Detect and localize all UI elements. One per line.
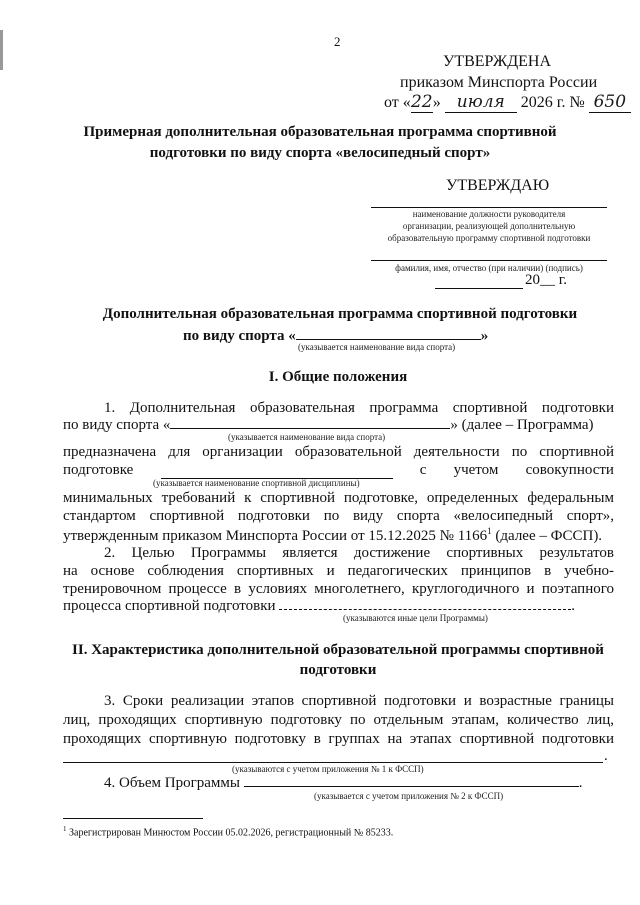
section1-heading: I. Общие положения <box>268 369 408 385</box>
p1-line5: минимальных требований к спортивной подготовке, определенных федеральным <box>63 490 614 506</box>
p4-end: . <box>578 775 583 791</box>
p3-line1: 3. Сроки реализации этапов спортивной подготовки и возрастные границы <box>104 693 614 709</box>
p1-l7-a: утвержденным приказом Минспорта России от 15.12.2025 № 1166 <box>63 528 488 544</box>
date-day: 22 <box>410 92 433 112</box>
page-number: 2 <box>334 34 341 49</box>
approval-order: приказом Минспорта России <box>400 74 598 91</box>
date-month: июля <box>445 92 517 113</box>
p1-word-2: Дополнительная <box>129 400 236 416</box>
p4-hint: (указывается с учетом приложения № 2 к ФССП) <box>314 791 504 801</box>
doc-title-line2: подготовки по виду спорта «велосипедный спорт» <box>149 145 491 161</box>
p1-l7-b: (далее – ФССП). <box>491 528 603 544</box>
date-blank-line <box>435 288 523 289</box>
date-prefix: от « <box>384 94 411 111</box>
p1-line3: предназначена для организации образовательной деятельности по спортивной <box>63 444 614 460</box>
p1-l4-a: подготовке <box>63 462 134 478</box>
footnote-text: Зарегистрирован Минюстом России 05.02.2026, регистрационный № 85233. <box>69 827 394 839</box>
footnote <box>63 825 393 838</box>
p1-l4-b: с <box>419 462 427 478</box>
p3-end: . <box>604 748 608 764</box>
date-year: 2026 г. № <box>520 94 585 111</box>
scan-edge-mark <box>0 30 3 70</box>
position-line <box>371 207 607 208</box>
approve-year: 20__ г. <box>525 272 567 288</box>
p1-word-5: спортивной <box>452 400 528 416</box>
p4-label: 4. Объем Программы <box>104 775 240 791</box>
footnote-mark: 1 <box>63 825 67 833</box>
name-hint: фамилия, имя, отчество (при наличии) (подпись) <box>395 263 583 273</box>
p4-line <box>104 774 582 792</box>
doc-title-line1: Примерная дополнительная образовательная программа спортивной <box>83 124 557 140</box>
program-title-suffix: » <box>480 328 489 344</box>
footnote-separator <box>63 818 203 819</box>
p1-num: 1. <box>104 400 116 416</box>
volume-blank <box>244 774 579 787</box>
p1-sport-blank <box>170 416 450 429</box>
p2-line2: на основе соблюдения спортивных и педагогических принципов в учебно- <box>63 563 614 579</box>
program-title-line1: Дополнительная образовательная программа спортивной подготовки <box>102 306 578 322</box>
p1-l2-suffix: » (далее – Программа) <box>450 417 594 433</box>
p3-blank <box>63 762 603 763</box>
p1-word-3: образовательная <box>249 400 355 416</box>
position-hint-2: организации, реализующей дополнительную <box>402 221 576 231</box>
p1-l4-c: учетом <box>453 462 499 478</box>
approval-date-line <box>384 92 631 113</box>
p1-line4 <box>63 462 614 479</box>
p3-hint: (указываются с учетом приложения № 1 к ФССП) <box>232 764 424 774</box>
order-number: 650 <box>589 92 631 113</box>
position-hint-3: образовательную программу спортивной подготовки <box>387 233 591 243</box>
p1-hint1: (указывается наименование вида спорта) <box>228 432 386 442</box>
p2-line1: 2. Целью Программы является достижение спортивных результатов <box>104 545 614 561</box>
p2-line3: тренировочном процессе в условиях многолетнего, круглогодичного и поэтапного <box>63 581 614 597</box>
name-line <box>371 260 607 261</box>
p2-line4 <box>63 597 575 615</box>
section2-heading-l1: II. Характеристика дополнительной образовательной программы спортивной <box>72 642 604 658</box>
date-day-close: » <box>432 94 441 111</box>
p1-line7 <box>63 526 602 545</box>
p3-line3: проходящих спортивную подготовку в группах на этапах спортивной подготовки <box>63 731 614 747</box>
sport-name-blank <box>296 327 481 340</box>
p2-hint: (указываются иные цели Программы) <box>343 613 488 623</box>
p1-l4-d: совокупности <box>525 462 614 478</box>
approval-title: УТВЕРЖДЕНА <box>443 53 552 70</box>
section2-heading-l2: подготовки <box>299 662 377 678</box>
other-goals-blank <box>279 597 571 610</box>
discipline-blank <box>161 464 393 479</box>
p1-l2-prefix: по виду спорта « <box>63 417 171 433</box>
approve-label: УТВЕРЖДАЮ <box>446 177 550 194</box>
p1-word-4: программа <box>369 400 439 416</box>
position-hint-1: наименование должности руководителя <box>412 209 566 219</box>
p1-word-6: подготовки <box>541 400 614 416</box>
program-title-hint: (указывается наименование вида спорта) <box>298 342 456 352</box>
p2-l4-text: процесса спортивной подготовки <box>63 598 276 614</box>
p3-line2: лиц, проходящих спортивную подготовку по отдельным этапам, количество лиц, <box>63 712 614 728</box>
p2-l4-end: . <box>571 598 576 614</box>
p1-hint2: (указывается наименование спортивной дисциплины) <box>153 478 360 488</box>
footnote-ref: 1 <box>487 526 492 536</box>
p1-line1 <box>104 400 614 417</box>
p1-line6: стандартом спортивной подготовки по виду спорта «велосипедный спорт», <box>63 508 614 524</box>
program-title-prefix: по виду спорта « <box>183 328 296 344</box>
